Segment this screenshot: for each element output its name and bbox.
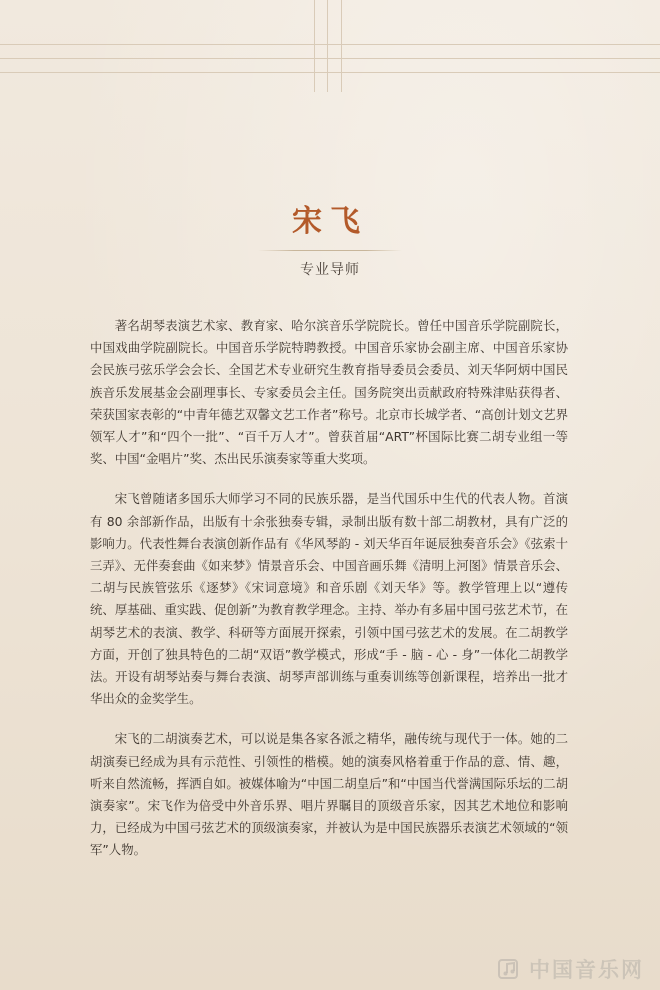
mentor-role: 专业导师 [300, 262, 360, 278]
decorative-top-lines [0, 0, 660, 92]
biography [90, 315, 568, 880]
watermark-text: 中国音乐网 [529, 958, 644, 982]
horizontal-line [0, 72, 660, 73]
mentor-name: 宋飞 [292, 204, 368, 239]
horizontal-line [0, 58, 660, 59]
music-note-logo-icon [498, 958, 524, 980]
vertical-line [327, 0, 328, 92]
bio-paragraph: 宋飞曾随诸多国乐大师学习不同的民族乐器，是当代国乐中生代的代表人物。首演有 80 余部新作品，出版有十余张独奏专辑，录制出版有数十部二胡教材，具有广泛的影响力。代表性舞台表演创新作品有《华风琴韵 - 刘天华百年诞辰独奏音乐会》《弦索十三弄》、无伴奏套曲《如来梦》情景音乐会、中国音画乐舞《清明上河图》情景音乐会、二胡与民族管弦乐《逐梦》《宋词意境》和音乐剧《刘天华》等。教学管理上以“遵传统、厚基础、重实践、促创新”为教育教学理念。主持、举办有多届中国弓弦艺术节，在胡琴艺术的表演、教学、科研等方面展开探索，引领中国弓弦艺术的发展。在二胡教学方面，开创了独具特色的二胡“双语”教学模式，形成“手 - 脑 - 心 - 身”一体化二胡教学法。开设有胡琴站奏与舞台表演、胡琴声部训练与重奏训练等创新课程，培养出一批才华出众的金奖学生。 [90, 491, 568, 707]
horizontal-line [0, 44, 660, 45]
bio-paragraph: 著名胡琴表演艺术家、教育家、哈尔滨音乐学院院长。曾任中国音乐学院副院长，中国戏曲学院副院长。中国音乐学院特聘教授。中国音乐家协会副主席、中国音乐家协会民族弓弦乐学会会长、全国艺术专业研究生教育指导委员会委员、刘天华阿炳中国民族音乐发展基金会副理事长、专家委员会主任。国务院突出贡献政府特殊津贴获得者、荣获国家表彰的“中青年德艺双馨文艺工作者”称号。北京市长城学者、“高创计划文艺界领军人才”和“四个一批”、“百千万人才”。曾获首届“ART”杯国际比赛二胡专业组一等奖、中国“金唱片”奖、杰出民乐演奏家等重大奖项。 [90, 318, 568, 467]
vertical-line [314, 0, 315, 92]
bio-paragraph: 宋飞的二胡演奏艺术，可以说是集各家各派之精华，融传统与现代于一体。她的二胡演奏已经成为具有示范性、引领性的楷模。她的演奏风格着重于作品的意、情、趣，听来自然流畅，挥洒自如。被媒体喻为“中国二胡皇后”和“中国当代誉满国际乐坛的二胡演奏家”。宋飞作为倍受中外音乐界、唱片界瞩目的顶级音乐家，因其艺术地位和影响力，已经成为中国弓弦艺术的顶级演奏家，并被认为是中国民族器乐表演艺术领域的“领军”人物。 [90, 731, 568, 858]
vertical-line [341, 0, 342, 92]
title-divider [258, 250, 402, 251]
site-watermark [498, 954, 644, 984]
